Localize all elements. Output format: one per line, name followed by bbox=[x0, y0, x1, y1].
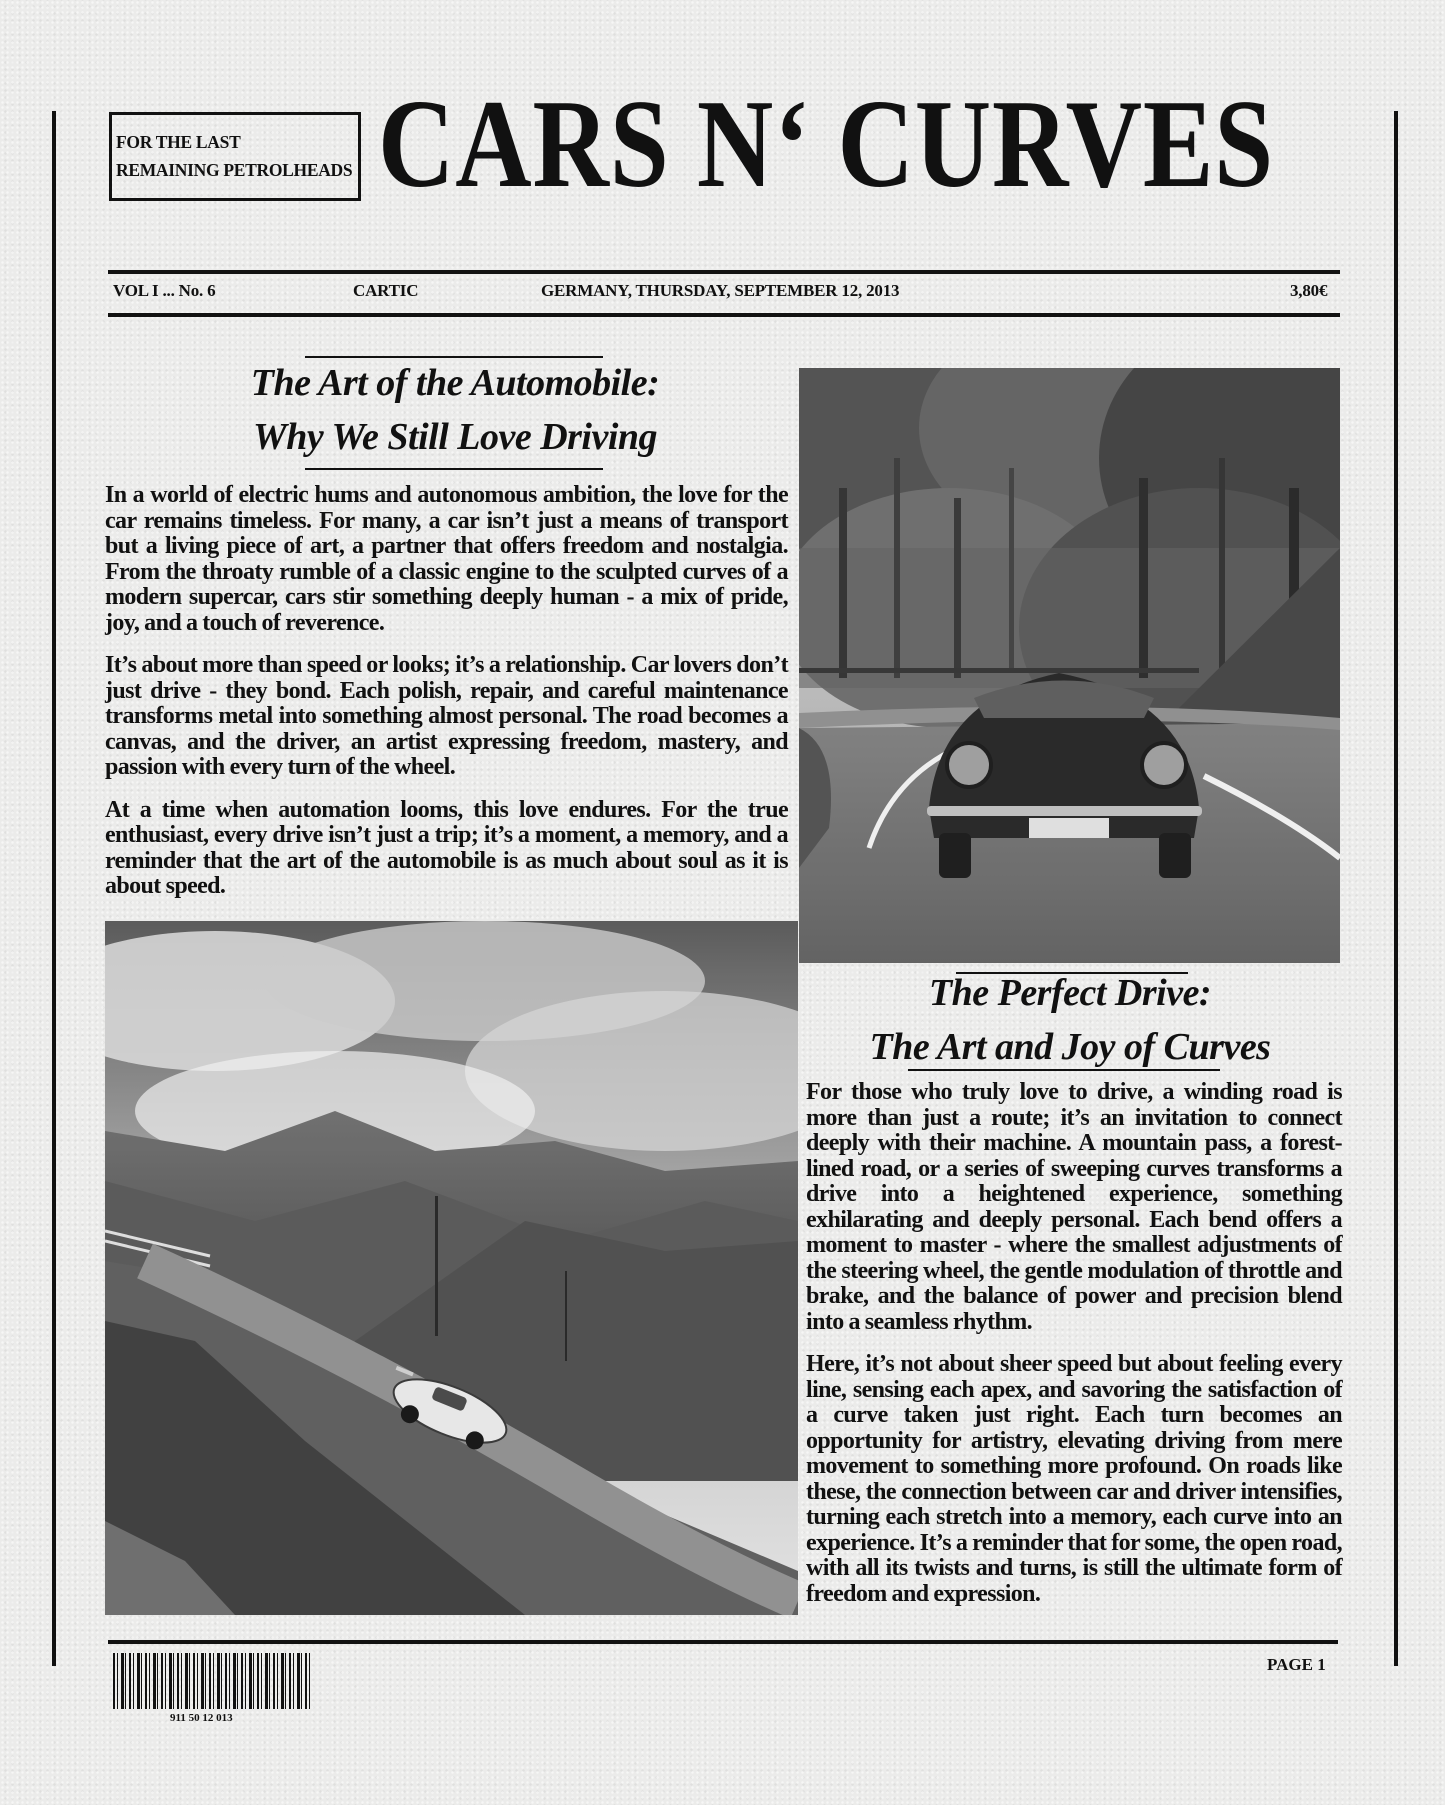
frame-right-rule bbox=[1394, 111, 1398, 1666]
tagline-box bbox=[109, 112, 361, 201]
masthead-title: CARS N‘ CURVES bbox=[378, 75, 1275, 214]
article2-paragraph: For those who truly love to drive, a winding road is more than just a route; it’s an invitation to connect deeply with their machine. A mountain pass, a forest-lined road, or a series of sweeping curves transforms a drive into a heightened experience, something exhilarating and deeply personal. Each bend offers a moment to master - where the smallest adjustments of the steering wheel, the gentle modulation of throttle and brake, and the balance of power and precision blend into a seamless rhythm. bbox=[806, 1079, 1342, 1335]
barcode-number: 911 50 12 013 bbox=[170, 1712, 233, 1724]
infobar-top-rule bbox=[108, 270, 1340, 274]
article2-title-line-1: The Perfect Drive: bbox=[928, 972, 1212, 1014]
tagline-line-2: REMAINING PETROLHEADS bbox=[116, 160, 353, 180]
article1-body bbox=[105, 483, 788, 917]
tagline-line-1: FOR THE LAST bbox=[116, 132, 241, 152]
article2-body bbox=[806, 1080, 1342, 1624]
article1-title bbox=[105, 356, 805, 464]
page-number: PAGE 1 bbox=[1267, 1655, 1326, 1674]
article1-paragraph: At a time when automation looms, this love endures. For the true enthusiast, every drive isn’t just a trip; it’s a moment, a memory, and a reminder that the art of the automobile is as much about soul as it is about speed. bbox=[105, 796, 788, 899]
dateline: GERMANY, THURSDAY, SEPTEMBER 12, 2013 bbox=[541, 281, 900, 300]
article2-title-line-2: The Art and Joy of Curves bbox=[869, 1026, 1271, 1068]
frame-left-rule bbox=[52, 111, 56, 1666]
footer-rule bbox=[108, 1640, 1338, 1644]
convertible-forest-road-photo bbox=[799, 368, 1340, 963]
barcode bbox=[113, 1653, 310, 1709]
mountain-road-car-illustration bbox=[105, 921, 798, 1615]
infobar-bottom-rule bbox=[108, 313, 1340, 317]
article1-title-line-1: The Art of the Automobile: bbox=[250, 362, 660, 404]
article1-paragraph: In a world of electric hums and autonomous ambition, the love for the car remains timeless. For many, a car isn’t just a means of transport but a living piece of art, a partner that offers freedom and nostalgia. From the throaty rumble of a classic engine to the sculpted curves of a modern supercar, cars stir something deeply human - a mix of pride, joy, and a touch of reverence. bbox=[105, 482, 788, 636]
article1-title-line-2: Why We Still Love Driving bbox=[252, 416, 658, 458]
article2-title bbox=[800, 966, 1340, 1074]
article1-paragraph: It’s about more than speed or looks; it’s a relationship. Car lovers don’t just drive - they bond. Each polish, repair, and careful maintenance transforms metal into something almost personal. The road becomes a canvas, and the driver, an artist expressing freedom, mastery, and passion with every turn of the wheel. bbox=[105, 652, 788, 780]
article1-title-bottom-rule bbox=[305, 468, 603, 470]
issue-price: 3,80€ bbox=[1290, 281, 1328, 300]
mountain-road-car-photo bbox=[105, 921, 798, 1615]
issue-volume: VOL I ... No. 6 bbox=[113, 281, 216, 300]
convertible-forest-road-illustration bbox=[799, 368, 1340, 963]
brand-name: CARTIC bbox=[353, 281, 419, 300]
article2-paragraph: Here, it’s not about sheer speed but about feeling every line, sensing each apex, and savoring the satisfaction of a curve taken just right. Each turn becomes an opportunity for artistry, elevating driving from mere movement to something more profound. On roads like these, the connection between car and driver intensifies, turning each stretch into a memory, each curve into an experience. It’s a reminder that for some, the open road, with all its twists and turns, is still the ultimate form of freedom and expression. bbox=[806, 1351, 1342, 1607]
article2-title-bottom-rule bbox=[908, 1069, 1220, 1071]
